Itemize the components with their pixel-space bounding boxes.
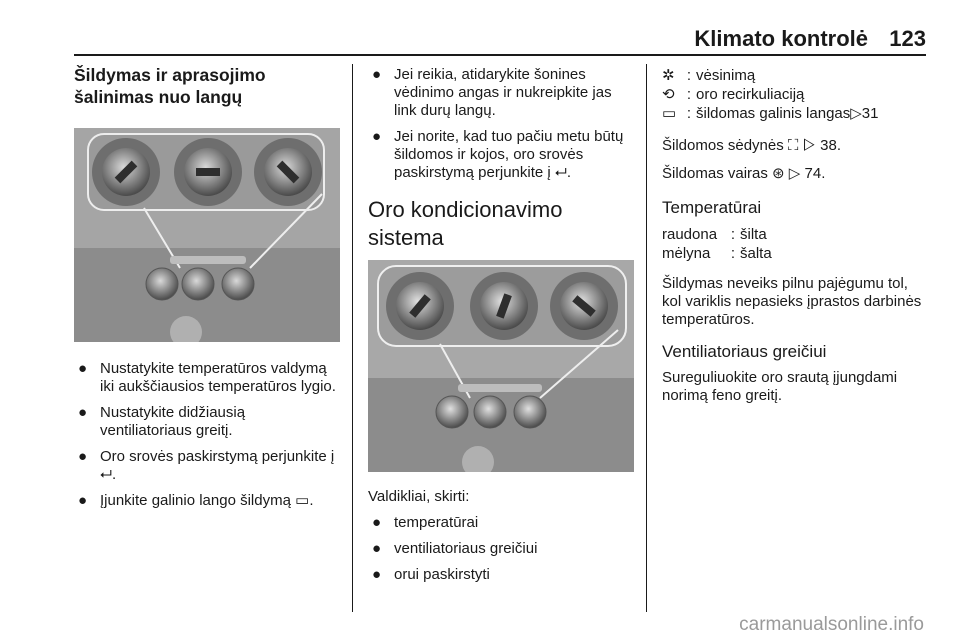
column-divider [352,64,353,612]
windscreen-feet-airflow-icon: ⮠ [100,466,113,483]
definition-row: ▭ : šildomas galinis langas ▷ 31 [662,105,879,122]
ac-control-illustration [368,260,634,472]
temperature-heading: Temperatūrai [662,198,762,217]
heated-seat-icon: ⛶ [787,137,799,154]
column-2 [368,64,634,592]
heated-seats-ref: Šildomos sėdynės ⛶ ▷ 38. [662,137,842,154]
list-item: ● Įjunkite galinio lango šildymą ▭. [78,492,314,509]
list-item: ● temperatūrai [372,514,479,531]
bullet-list [368,66,634,182]
list-item: ● Oro srovės paskirstymą perjunkite į ⮠. [78,448,335,483]
ac-control-photo [368,260,634,472]
watermark: carmanualsonline.info [739,614,924,635]
list-item: ● Nustatykite didžiausią ventiliatoriaus greitį. [78,404,246,439]
column-divider [646,64,647,612]
heated-wheel-ref: Šildomas vairas ⊛ ▷ 74. [662,165,826,182]
recirculation-icon: ⟲ [662,86,675,103]
fan-speed-heading: Ventiliatoriaus greičiui [662,342,827,361]
definition-row: ⟲ : oro recirkuliaciją [662,86,805,103]
fan-speed-text: Sureguliuokite oro srautą įjungdami norimą feno greitį. [662,369,898,404]
bullet-list [368,514,634,584]
page-number: 123 [889,26,926,51]
list-item: ● Jei reikia, atidarykite šonines vėdinimo angas ir nukreipkite jas link durų langų. [372,66,612,119]
list-item: ● ventiliatoriaus greičiui [372,540,538,557]
column-3 [662,64,928,405]
bullet-list [74,360,340,510]
rear-window-heating-icon: ▭ [662,105,677,122]
temperature-table [662,225,928,263]
list-item: ● orui paskirstyti [372,566,490,583]
climate-control-photo [74,128,340,342]
snowflake-icon: ✲ [662,67,675,84]
climate-control-illustration [74,128,340,342]
page-ref-arrow-icon: ▷ [788,165,801,182]
rear-window-heating-icon: ▭ [295,492,310,509]
definitions-list [662,66,928,123]
page-ref-arrow-icon: ▷ [850,105,862,122]
column-1 [74,64,340,518]
list-item: ● Jei norite, kad tuo pačiu metu būtų šildomos ir kojos, oro srovės paskirstymą perjunkite į ⮠. [372,128,624,181]
list-item: ● Nustatykite temperatūros valdymą iki aukščiausios temperatūros lygio. [78,360,336,395]
chapter-title: Klimato kontrolė [694,26,868,51]
page-header [74,26,926,56]
windscreen-feet-airflow-icon: ⮠ [554,164,567,181]
heated-steering-wheel-icon: ⊛ [772,165,785,182]
section-heading-defrost: Šildymas ir aprasojimo šalinimas nuo langų [74,65,266,107]
temperature-row: mėlyna : šalta [662,245,772,262]
controls-intro: Valdikliai, skirti: [368,488,470,505]
definition-row: ✲ : vėsinimą [662,67,756,84]
section-title-ac: Oro kondicionavimo sistema [368,197,563,250]
page-ref-arrow-icon: ▷ [802,137,816,154]
temperature-note: Šildymas neveiks pilnu pajėgumu tol, kol variklis nepasieks įprastos darbinės temperatūros. [662,275,922,328]
temperature-row: raudona : šilta [662,226,767,243]
